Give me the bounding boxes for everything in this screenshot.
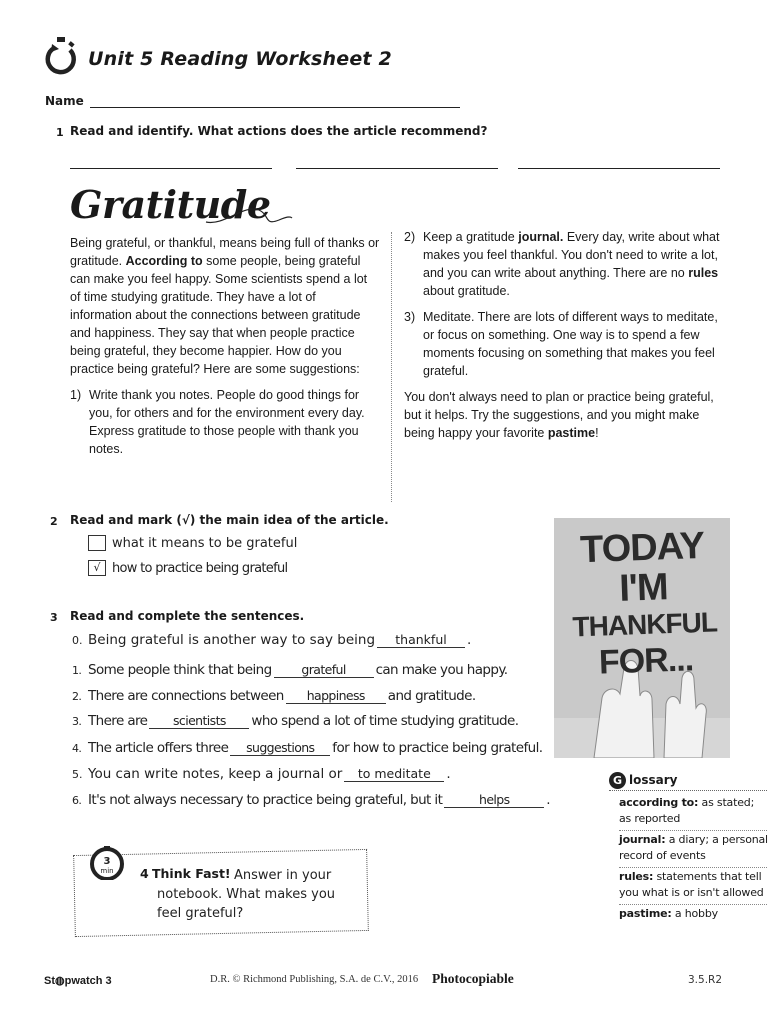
- question-1-instruction: Read and identify. What actions does the article recommend?: [70, 124, 488, 138]
- answer-blank[interactable]: suggestions: [230, 740, 330, 756]
- think-fast-title: Think Fast!: [152, 866, 231, 881]
- timer-unit: min: [100, 867, 114, 875]
- glossary-divider: [609, 790, 767, 791]
- sentence-4: 4. The article offers three suggestions for how to practice being grateful.: [72, 740, 543, 756]
- suggestion-3: 3) Meditate. There are lots of different ways to meditate, or focus on something. One way is to spend a few moments focusing on something that makes you feel grateful.: [404, 310, 718, 378]
- answer-blank[interactable]: helps: [444, 792, 544, 808]
- article-title: Gratitude: [70, 182, 271, 227]
- question-3-number: 3: [50, 611, 58, 624]
- glossary-title: lossary: [629, 773, 678, 787]
- poster-text: TODAY I'M THANKFUL FOR...: [571, 524, 718, 682]
- glossary-entry: pastime: a hobby: [619, 907, 718, 920]
- glossary-list: [619, 794, 768, 925]
- timer-icon: [90, 846, 124, 880]
- question-1-number: 1: [56, 126, 64, 139]
- answer-line-3[interactable]: [518, 168, 720, 169]
- question-3-instruction: Read and complete the sentences.: [70, 609, 305, 623]
- answer-blank[interactable]: happiness: [286, 688, 386, 704]
- suggestion-2: 2) Keep a gratitude journal. Every day, write about what makes you feel thankful. You don't need to write a lot, and you can write about anything. There are no rules about gratitude.: [404, 230, 720, 298]
- article-right-column: [404, 228, 724, 442]
- sentence-1: 1. Some people think that being grateful can make you happy.: [72, 662, 508, 678]
- title-swash-decoration: [204, 196, 294, 232]
- sentence-0: 0. Being grateful is another way to say being thankful .: [72, 632, 472, 648]
- name-field[interactable]: [90, 107, 460, 108]
- option-row[interactable]: [88, 560, 287, 576]
- answer-line-1[interactable]: [70, 168, 272, 169]
- think-fast-text: Answer in your notebook. What makes you feel grateful?: [157, 868, 336, 921]
- glossary-entry: journal: a diary; a personal record of events: [619, 831, 768, 868]
- answer-blank[interactable]: grateful: [274, 662, 374, 678]
- sentence-3: 3. There are scientists who spend a lot of time studying gratitude.: [72, 713, 519, 729]
- checkbox-unchecked[interactable]: [88, 535, 106, 551]
- glossary-entry: according to: as stated; as reported: [619, 794, 768, 831]
- question-2-instruction: Read and mark (√) the main idea of the article.: [70, 513, 389, 527]
- timer-number: 3: [103, 856, 111, 867]
- question-2-number: 2: [50, 515, 58, 528]
- column-divider: [391, 232, 392, 502]
- name-label: Name: [45, 94, 84, 108]
- glossary-entry: rules: statements that tell you what is or isn't allowed: [619, 868, 768, 905]
- page-code: 3.5.R2: [688, 974, 723, 986]
- option-row[interactable]: [88, 535, 297, 551]
- worksheet-title: Unit 5 Reading Worksheet 2: [88, 48, 392, 70]
- glossary-badge: G: [609, 772, 626, 789]
- article-left-column: [70, 234, 380, 458]
- stopwatch-logo: St◍pwatch 3: [44, 975, 112, 987]
- option-text: what it means to be grateful: [112, 535, 298, 551]
- checkbox-checked[interactable]: √: [88, 560, 106, 576]
- option-text: how to practice being grateful: [112, 560, 288, 576]
- suggestion-1: 1) Write thank you notes. People do good things for you, for others and for the environment every day. Express gratitude to those people with thank you notes.: [70, 388, 365, 456]
- answer-blank[interactable]: thankful: [377, 632, 465, 648]
- article-closing: You don't always need to plan or practice being grateful, but it helps. Try the suggestions, and you might make being happy your favorite pastime!: [404, 390, 714, 440]
- stopwatch-icon: [44, 36, 78, 76]
- article-intro: Being grateful, or thankful, means being full of thanks or gratitude. According to some people, being grateful can make you feel happy. Some scientists spend a lot of time studying gratitude. They have a lot of information about the connections between gratitude and happiness. They say that when people practice being grateful, they become happier. How do you practice being grateful? Here are some suggestions:: [70, 236, 380, 376]
- think-fast-number: 4: [140, 866, 149, 881]
- thankful-poster-photo: [554, 518, 730, 758]
- sentence-5: 5. You can write notes, keep a journal or to meditate .: [72, 766, 451, 782]
- photocopiable-label: Photocopiable: [432, 971, 514, 986]
- sentence-2: 2. There are connections between happiness and gratitude.: [72, 688, 476, 704]
- copyright-text: D.R. © Richmond Publishing, S.A. de C.V., 2016: [210, 974, 419, 985]
- sentence-6: 6. It's not always necessary to practice being grateful, but it helps .: [72, 792, 550, 808]
- answer-line-2[interactable]: [296, 168, 498, 169]
- answer-blank[interactable]: scientists: [149, 713, 249, 729]
- answer-blank[interactable]: to meditate: [344, 766, 444, 782]
